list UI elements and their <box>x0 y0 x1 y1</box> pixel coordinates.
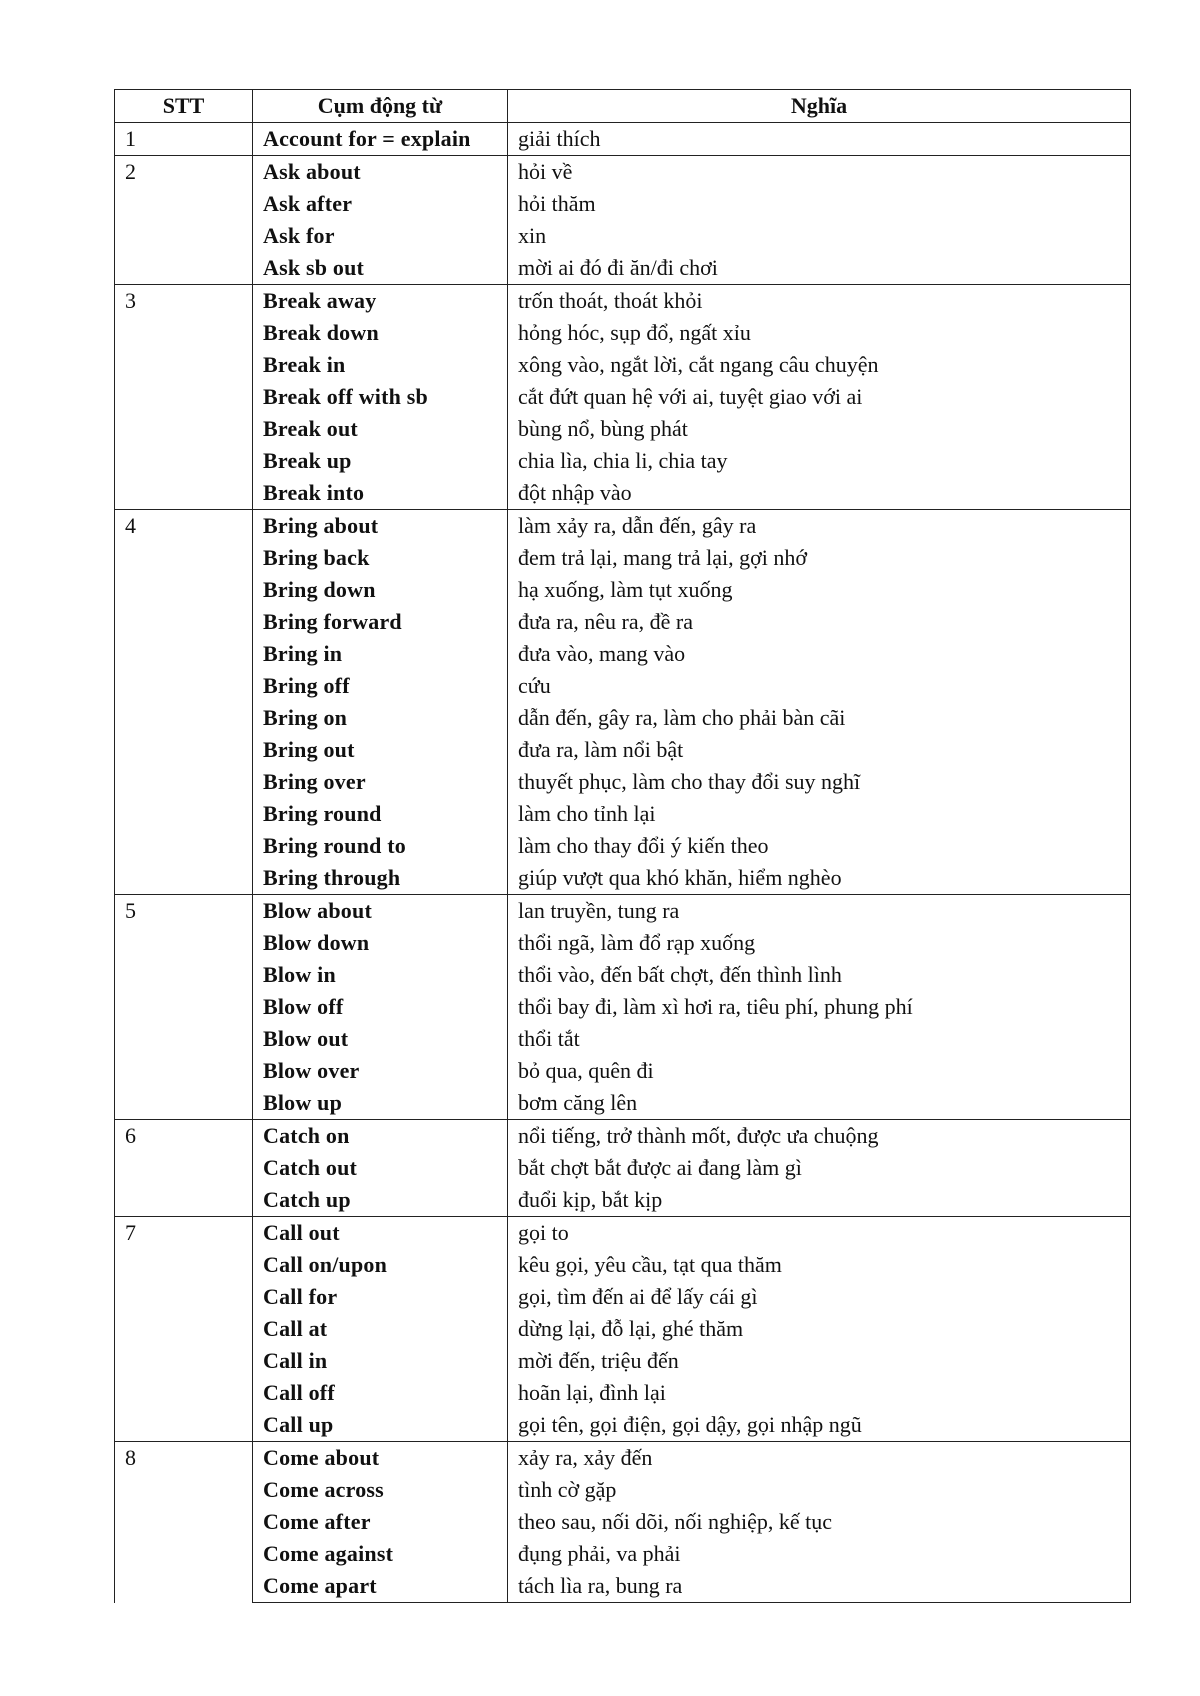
meaning: mời ai đó đi ăn/đi chơi <box>508 252 1131 285</box>
row-number: 4 <box>115 510 253 895</box>
meaning: bỏ qua, quên đi <box>508 1055 1131 1087</box>
row-number: 8 <box>115 1442 253 1603</box>
table-row <box>115 1506 1131 1538</box>
meaning: xông vào, ngắt lời, cắt ngang câu chuyện <box>508 349 1131 381</box>
phrasal-verb: Break down <box>253 317 508 349</box>
phrasal-verb: Catch on <box>253 1120 508 1153</box>
meaning: thuyết phục, làm cho thay đổi suy nghĩ <box>508 766 1131 798</box>
meaning: bắt chợt bắt được ai đang làm gì <box>508 1152 1131 1184</box>
meaning: tình cờ gặp <box>508 1474 1131 1506</box>
table-row <box>115 638 1131 670</box>
meaning: thổi bay đi, làm xì hơi ra, tiêu phí, phung phí <box>508 991 1131 1023</box>
table-row <box>115 188 1131 220</box>
header-stt: STT <box>115 90 253 123</box>
table-row <box>115 220 1131 252</box>
row-number: 6 <box>115 1120 253 1217</box>
meaning: chia lìa, chia li, chia tay <box>508 445 1131 477</box>
meaning: bùng nổ, bùng phát <box>508 413 1131 445</box>
phrasal-verb: Bring about <box>253 510 508 543</box>
table-row <box>115 1120 1131 1153</box>
meaning: theo sau, nối dõi, nối nghiệp, kế tục <box>508 1506 1131 1538</box>
phrasal-verb: Blow in <box>253 959 508 991</box>
meaning: đụng phải, va phải <box>508 1538 1131 1570</box>
meaning: dẫn đến, gây ra, làm cho phải bàn cãi <box>508 702 1131 734</box>
phrasal-verb: Break out <box>253 413 508 445</box>
row-number: 2 <box>115 156 253 285</box>
table-row <box>115 1152 1131 1184</box>
phrasal-verb: Ask after <box>253 188 508 220</box>
table-row <box>115 1184 1131 1217</box>
table-row <box>115 317 1131 349</box>
table-row <box>115 1217 1131 1250</box>
meaning: đem trả lại, mang trả lại, gợi nhớ <box>508 542 1131 574</box>
meaning: thổi tắt <box>508 1023 1131 1055</box>
table-body <box>115 123 1131 1603</box>
phrasal-verb: Blow up <box>253 1087 508 1120</box>
meaning: gọi to <box>508 1217 1131 1250</box>
meaning: cắt đứt quan hệ với ai, tuyệt giao với ai <box>508 381 1131 413</box>
table-row <box>115 445 1131 477</box>
meaning: hỏi về <box>508 156 1131 189</box>
phrasal-verb: Break away <box>253 285 508 318</box>
phrasal-verb: Break in <box>253 349 508 381</box>
meaning: hỏng hóc, sụp đổ, ngất xỉu <box>508 317 1131 349</box>
table-row <box>115 156 1131 189</box>
meaning: nổi tiếng, trở thành mốt, được ưa chuộng <box>508 1120 1131 1153</box>
table-row <box>115 895 1131 928</box>
meaning: thổi ngã, làm đổ rạp xuống <box>508 927 1131 959</box>
table-row <box>115 1313 1131 1345</box>
phrasal-verb: Bring in <box>253 638 508 670</box>
phrasal-verb: Bring out <box>253 734 508 766</box>
header-phrasal-verb: Cụm động từ <box>253 90 508 123</box>
table-row <box>115 381 1131 413</box>
meaning: tách lìa ra, bung ra <box>508 1570 1131 1603</box>
table-row <box>115 702 1131 734</box>
meaning: hỏi thăm <box>508 188 1131 220</box>
phrasal-verb: Account for = explain <box>253 123 508 156</box>
table-row <box>115 542 1131 574</box>
table-row <box>115 123 1131 156</box>
table-row <box>115 734 1131 766</box>
phrasal-verb: Come apart <box>253 1570 508 1603</box>
table-row <box>115 1442 1131 1475</box>
table-row <box>115 252 1131 285</box>
table-row <box>115 1281 1131 1313</box>
phrasal-verb: Bring through <box>253 862 508 895</box>
phrasal-verb: Bring round to <box>253 830 508 862</box>
meaning: hoãn lại, đình lại <box>508 1377 1131 1409</box>
meaning: mời đến, triệu đến <box>508 1345 1131 1377</box>
meaning: xảy ra, xảy đến <box>508 1442 1131 1475</box>
phrasal-verb: Bring forward <box>253 606 508 638</box>
row-number: 1 <box>115 123 253 156</box>
meaning: trốn thoát, thoát khỏi <box>508 285 1131 318</box>
phrasal-verb: Bring round <box>253 798 508 830</box>
header-meaning: Nghĩa <box>508 90 1131 123</box>
meaning: làm cho thay đổi ý kiến theo <box>508 830 1131 862</box>
header-row <box>115 90 1131 123</box>
meaning: bơm căng lên <box>508 1087 1131 1120</box>
meaning: giải thích <box>508 123 1131 156</box>
meaning: thổi vào, đến bất chợt, đến thình lình <box>508 959 1131 991</box>
table-row <box>115 285 1131 318</box>
phrasal-verb: Bring back <box>253 542 508 574</box>
table-row <box>115 959 1131 991</box>
phrasal-verb: Come across <box>253 1474 508 1506</box>
meaning: kêu gọi, yêu cầu, tạt qua thăm <box>508 1249 1131 1281</box>
phrasal-verb: Call out <box>253 1217 508 1250</box>
meaning: gọi, tìm đến ai để lấy cái gì <box>508 1281 1131 1313</box>
phrasal-verb: Come about <box>253 1442 508 1475</box>
meaning: đột nhập vào <box>508 477 1131 510</box>
phrasal-verb: Call off <box>253 1377 508 1409</box>
meaning: đưa ra, làm nổi bật <box>508 734 1131 766</box>
phrasal-verb: Blow over <box>253 1055 508 1087</box>
table-row <box>115 349 1131 381</box>
table-row <box>115 1087 1131 1120</box>
table-row <box>115 798 1131 830</box>
phrasal-verb: Bring down <box>253 574 508 606</box>
phrasal-verb: Blow down <box>253 927 508 959</box>
meaning: hạ xuống, làm tụt xuống <box>508 574 1131 606</box>
meaning: xin <box>508 220 1131 252</box>
meaning: làm cho tỉnh lại <box>508 798 1131 830</box>
meaning: đưa vào, mang vào <box>508 638 1131 670</box>
row-number: 3 <box>115 285 253 510</box>
table-row <box>115 1377 1131 1409</box>
phrasal-verb: Ask about <box>253 156 508 189</box>
phrasal-verb: Call for <box>253 1281 508 1313</box>
table-row <box>115 670 1131 702</box>
phrasal-verb: Bring over <box>253 766 508 798</box>
table-row <box>115 1345 1131 1377</box>
table-row <box>115 1409 1131 1442</box>
meaning: cứu <box>508 670 1131 702</box>
table-row <box>115 574 1131 606</box>
table-row <box>115 927 1131 959</box>
phrasal-verb: Ask for <box>253 220 508 252</box>
table-row <box>115 1538 1131 1570</box>
table-row <box>115 830 1131 862</box>
phrasal-verb: Call on/upon <box>253 1249 508 1281</box>
phrasal-verb: Blow out <box>253 1023 508 1055</box>
phrasal-verb: Bring on <box>253 702 508 734</box>
table-row <box>115 413 1131 445</box>
table-row <box>115 1249 1131 1281</box>
table-row <box>115 1055 1131 1087</box>
table-row <box>115 766 1131 798</box>
phrasal-verb: Catch out <box>253 1152 508 1184</box>
meaning: làm xảy ra, dẫn đến, gây ra <box>508 510 1131 543</box>
phrasal-verb: Catch up <box>253 1184 508 1217</box>
meaning: dừng lại, đỗ lại, ghé thăm <box>508 1313 1131 1345</box>
phrasal-verb-table <box>114 89 1131 1603</box>
phrasal-verb: Blow about <box>253 895 508 928</box>
table-row <box>115 1023 1131 1055</box>
table-row <box>115 477 1131 510</box>
phrasal-verb: Break off with sb <box>253 381 508 413</box>
table-row <box>115 606 1131 638</box>
row-number: 7 <box>115 1217 253 1442</box>
phrasal-verb: Call in <box>253 1345 508 1377</box>
table-row <box>115 862 1131 895</box>
table-row <box>115 1474 1131 1506</box>
table-row <box>115 510 1131 543</box>
phrasal-verb: Blow off <box>253 991 508 1023</box>
phrasal-verb: Ask sb out <box>253 252 508 285</box>
meaning: lan truyền, tung ra <box>508 895 1131 928</box>
phrasal-verb: Call at <box>253 1313 508 1345</box>
phrasal-verb: Come against <box>253 1538 508 1570</box>
meaning: đuổi kịp, bắt kịp <box>508 1184 1131 1217</box>
phrasal-verb: Break into <box>253 477 508 510</box>
phrasal-verb: Come after <box>253 1506 508 1538</box>
meaning: giúp vượt qua khó khăn, hiểm nghèo <box>508 862 1131 895</box>
phrasal-verb: Break up <box>253 445 508 477</box>
meaning: gọi tên, gọi điện, gọi dậy, gọi nhập ngũ <box>508 1409 1131 1442</box>
table-row <box>115 1570 1131 1603</box>
phrasal-verb: Bring off <box>253 670 508 702</box>
table-row <box>115 991 1131 1023</box>
phrasal-verb: Call up <box>253 1409 508 1442</box>
row-number: 5 <box>115 895 253 1120</box>
meaning: đưa ra, nêu ra, đề ra <box>508 606 1131 638</box>
